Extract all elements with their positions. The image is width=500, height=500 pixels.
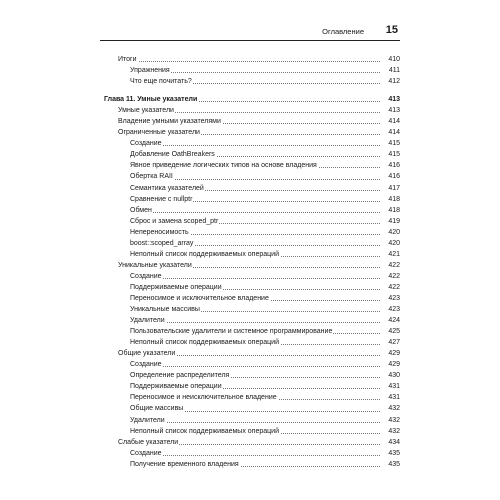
entry-page: 422 — [382, 282, 400, 293]
entry-page: 431 — [382, 392, 400, 403]
entry-page: 435 — [382, 459, 400, 470]
entry-page: 416 — [382, 160, 400, 171]
page-number: 15 — [385, 24, 398, 36]
toc-entry — [100, 426, 400, 437]
chapter-entry — [100, 94, 400, 105]
entry-page: 424 — [382, 315, 400, 326]
entry-title: Семантика указателей — [130, 184, 204, 192]
entry-title: Сравнение с nullptr — [130, 195, 193, 203]
section-title: Оглавление — [322, 27, 364, 36]
toc-entry — [100, 304, 400, 315]
entry-page: 430 — [382, 370, 400, 381]
entry-page: 421 — [382, 249, 400, 260]
entry-title: Умные указатели — [118, 107, 174, 115]
entry-title: Поддерживаемые операции — [130, 283, 222, 291]
toc-entry — [100, 138, 400, 149]
entry-page: 425 — [382, 326, 400, 337]
entry-title: Поддерживаемые операции — [130, 383, 222, 391]
entry-title: Пользовательские удалители и системное программирование — [130, 328, 333, 336]
toc-entry — [100, 459, 400, 470]
entry-title: Создание — [130, 140, 162, 148]
entry-title: Явное приведение логических типов на основе владения — [130, 162, 317, 170]
entry-title: Итоги — [118, 56, 137, 63]
toc-entry — [100, 160, 400, 171]
entry-page: 412 — [382, 76, 400, 87]
entry-page: 423 — [382, 304, 400, 315]
entry-title: Неполный список поддерживаемых операций — [130, 339, 279, 347]
entry-title: Переносимое и неисключительное владение — [130, 394, 277, 402]
entry-title: boost::scoped_array — [130, 239, 194, 247]
dot-leader — [118, 61, 380, 62]
toc-entry — [100, 337, 400, 348]
dot-leader — [130, 322, 380, 323]
entry-page: 417 — [382, 183, 400, 194]
entry-page: 414 — [382, 116, 400, 127]
entry-title: Неполный список поддерживаемых операций — [130, 250, 279, 258]
dot-leader — [130, 212, 380, 213]
toc-entry — [100, 448, 400, 459]
entry-title: Удалители — [130, 416, 165, 424]
toc-entry — [100, 370, 400, 381]
toc-entry — [100, 149, 400, 160]
entry-page: 422 — [382, 260, 400, 271]
toc-entry — [100, 54, 400, 65]
entry-page: 418 — [382, 194, 400, 205]
entry-page: 416 — [382, 171, 400, 182]
dot-leader — [130, 366, 380, 367]
toc-entry — [100, 437, 400, 448]
entry-title: Удалители — [130, 317, 165, 325]
entry-page: 420 — [382, 227, 400, 238]
entry-page: 432 — [382, 426, 400, 437]
entry-page: 418 — [382, 205, 400, 216]
entry-page: 432 — [382, 403, 400, 414]
page-header — [100, 24, 400, 41]
toc-entry — [100, 260, 400, 271]
entry-title: Добавление OathBreakers — [130, 151, 215, 159]
toc-entry — [100, 359, 400, 370]
toc-entry — [100, 76, 400, 87]
entry-page: 413 — [382, 94, 400, 105]
entry-title: Обертка RAII — [130, 173, 173, 181]
entry-title: Определение распределителя — [130, 372, 230, 380]
entry-title: Обмен — [130, 206, 152, 214]
toc-entry — [100, 348, 400, 359]
table-of-contents — [100, 54, 400, 470]
entry-page: 427 — [382, 337, 400, 348]
entry-page: 410 — [382, 54, 400, 65]
toc-entry — [100, 65, 400, 76]
toc-entry — [100, 381, 400, 392]
entry-title: Упражнения — [130, 67, 170, 75]
toc-entry — [100, 271, 400, 282]
entry-page: 420 — [382, 238, 400, 249]
toc-entry — [100, 249, 400, 260]
entry-title: Сброс и замена scoped_ptr — [130, 217, 219, 225]
toc-entry — [100, 183, 400, 194]
entry-title: Неполный список поддерживаемых операций — [130, 427, 279, 435]
toc-entry — [100, 216, 400, 227]
entry-page: 429 — [382, 359, 400, 370]
toc-entry — [100, 171, 400, 182]
toc-entry — [100, 282, 400, 293]
toc-entry — [100, 227, 400, 238]
entry-title: Ограниченные указатели — [118, 129, 200, 137]
header-rule — [100, 40, 400, 41]
dot-leader — [130, 422, 380, 423]
entry-page: 411 — [382, 65, 400, 76]
entry-page: 422 — [382, 271, 400, 282]
entry-page: 415 — [382, 149, 400, 160]
entry-page: 432 — [382, 415, 400, 426]
toc-entry — [100, 127, 400, 138]
entry-title: Переносимое и исключительное владение — [130, 294, 269, 302]
entry-page: 429 — [382, 348, 400, 359]
toc-entry — [100, 194, 400, 205]
entry-title: Общие массивы — [130, 405, 184, 413]
entry-title: Создание — [130, 449, 162, 457]
entry-page: 414 — [382, 127, 400, 138]
entry-page: 419 — [382, 216, 400, 227]
entry-page: 423 — [382, 293, 400, 304]
entry-title: Глава 11. Умные указатели — [104, 96, 198, 104]
toc-entry — [100, 105, 400, 116]
dot-leader — [130, 278, 380, 279]
entry-title: Что еще почитать? — [130, 78, 192, 86]
entry-title: Создание — [130, 361, 162, 369]
toc-entry — [100, 293, 400, 304]
toc-entry — [100, 315, 400, 326]
entry-page: 431 — [382, 381, 400, 392]
dot-leader — [130, 145, 380, 146]
toc-entry — [100, 116, 400, 127]
toc-entry — [100, 205, 400, 216]
toc-entry — [100, 392, 400, 403]
entry-page: 434 — [382, 437, 400, 448]
entry-title: Получение временного владения — [130, 460, 239, 468]
entry-page: 413 — [382, 105, 400, 116]
entry-title: Слабые указатели — [118, 438, 179, 446]
toc-entry — [100, 415, 400, 426]
entry-title: Уникальные указатели — [118, 261, 192, 269]
dot-leader — [130, 455, 380, 456]
entry-title: Непереносимость — [130, 228, 189, 236]
toc-entry — [100, 326, 400, 337]
entry-title: Уникальные массивы — [130, 306, 200, 314]
toc-entry — [100, 403, 400, 414]
entry-title: Общие указатели — [118, 350, 176, 358]
toc-entry — [100, 238, 400, 249]
entry-page: 435 — [382, 448, 400, 459]
entry-title: Создание — [130, 272, 162, 280]
entry-title: Владение умными указателями — [118, 118, 221, 126]
entry-page: 415 — [382, 138, 400, 149]
